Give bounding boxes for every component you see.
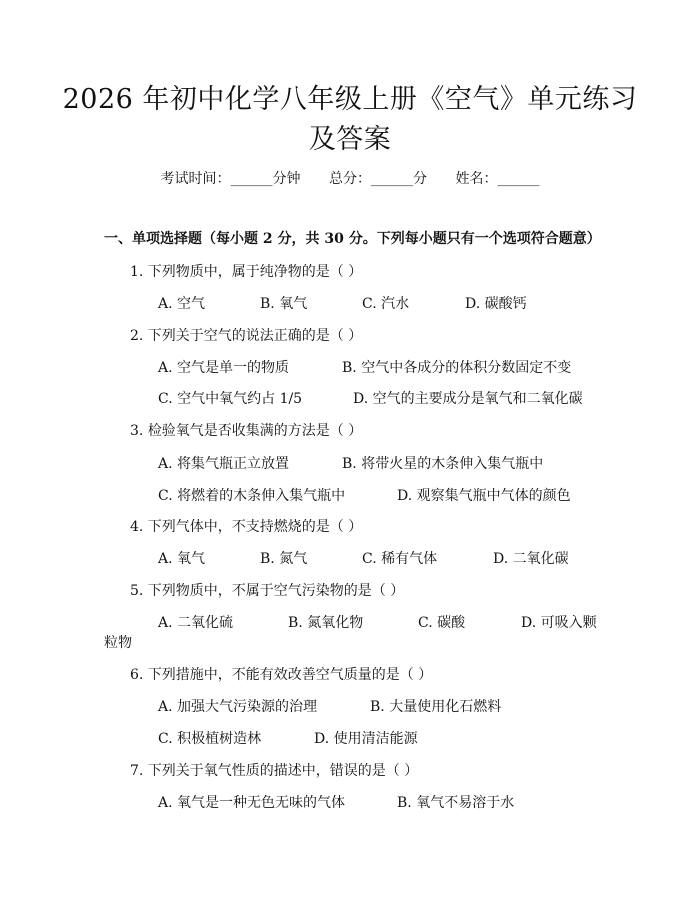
question-4: 4. 下列气体中，不支持燃烧的是（ ） bbox=[130, 519, 363, 535]
q5-option-d-continuation: 粒物 bbox=[104, 635, 132, 651]
student-name: 姓名：______ bbox=[455, 171, 540, 187]
q3-option-a: A. 将集气瓶正立放置 bbox=[158, 456, 290, 472]
q2-option-d: D. 空气的主要成分是氧气和二氧化碳 bbox=[353, 391, 583, 407]
question-6: 6. 下列措施中，不能有效改善空气质量的是（ ） bbox=[130, 667, 433, 683]
q4-option-a: A. 氧气 bbox=[158, 551, 206, 567]
q5-option-a: A. 二氧化硫 bbox=[158, 615, 234, 631]
q5-option-c: C. 碳酸 bbox=[418, 615, 466, 631]
question-1: 1. 下列物质中，属于纯净物的是（ ） bbox=[130, 264, 363, 280]
q4-option-b: B. 氮气 bbox=[260, 551, 308, 567]
q1-option-c: C. 汽水 bbox=[362, 296, 410, 312]
q1-option-d: D. 碳酸钙 bbox=[465, 296, 527, 312]
q5-option-d: D. 可吸入颗 bbox=[521, 615, 597, 631]
q7-option-a: A. 氧气是一种无色无味的气体 bbox=[158, 795, 346, 811]
q6-option-c: C. 积极植树造林 bbox=[158, 731, 262, 747]
question-2: 2. 下列关于空气的说法正确的是（ ） bbox=[130, 328, 363, 344]
q1-option-b: B. 氧气 bbox=[260, 296, 308, 312]
q3-option-c: C. 将燃着的木条伸入集气瓶中 bbox=[158, 488, 346, 504]
q2-option-a: A. 空气是单一的物质 bbox=[158, 360, 290, 376]
q5-option-b: B. 氮氧化物 bbox=[288, 615, 364, 631]
q2-option-c: C. 空气中氧气约占 1/5 bbox=[158, 391, 303, 407]
q6-option-d: D. 使用清洁能源 bbox=[314, 731, 418, 747]
q3-option-b: B. 将带火星的木条伸入集气瓶中 bbox=[342, 456, 544, 472]
exam-time: 考试时间：______分钟 bbox=[160, 171, 301, 187]
q4-option-c: C. 稀有气体 bbox=[362, 551, 438, 567]
exam-info bbox=[0, 168, 700, 188]
q3-option-d: D. 观察集气瓶中气体的颜色 bbox=[397, 488, 571, 504]
exam-score: 总分：______分 bbox=[329, 171, 427, 187]
document-title: 2026 年初中化学八年级上册《空气》单元练习及答案 bbox=[62, 84, 638, 155]
question-3: 3. 检验氧气是否收集满的方法是（ ） bbox=[130, 423, 363, 439]
question-7: 7. 下列关于氧气性质的描述中，错误的是（ ） bbox=[130, 763, 419, 779]
q2-option-b: B. 空气中各成分的体积分数固定不变 bbox=[342, 360, 572, 376]
q6-option-a: A. 加强大气污染源的治理 bbox=[158, 699, 318, 715]
q7-option-b: B. 氧气不易溶于水 bbox=[397, 795, 515, 811]
section-heading: 一、单项选择题（每小题 2 分，共 30 分。下列每小题只有一个选项符合题意） bbox=[104, 231, 601, 247]
q6-option-b: B. 大量使用化石燃料 bbox=[370, 699, 502, 715]
q1-option-a: A. 空气 bbox=[158, 296, 206, 312]
q4-option-d: D. 二氧化碳 bbox=[493, 551, 569, 567]
question-5: 5. 下列物质中，不属于空气污染物的是（ ） bbox=[130, 583, 405, 599]
